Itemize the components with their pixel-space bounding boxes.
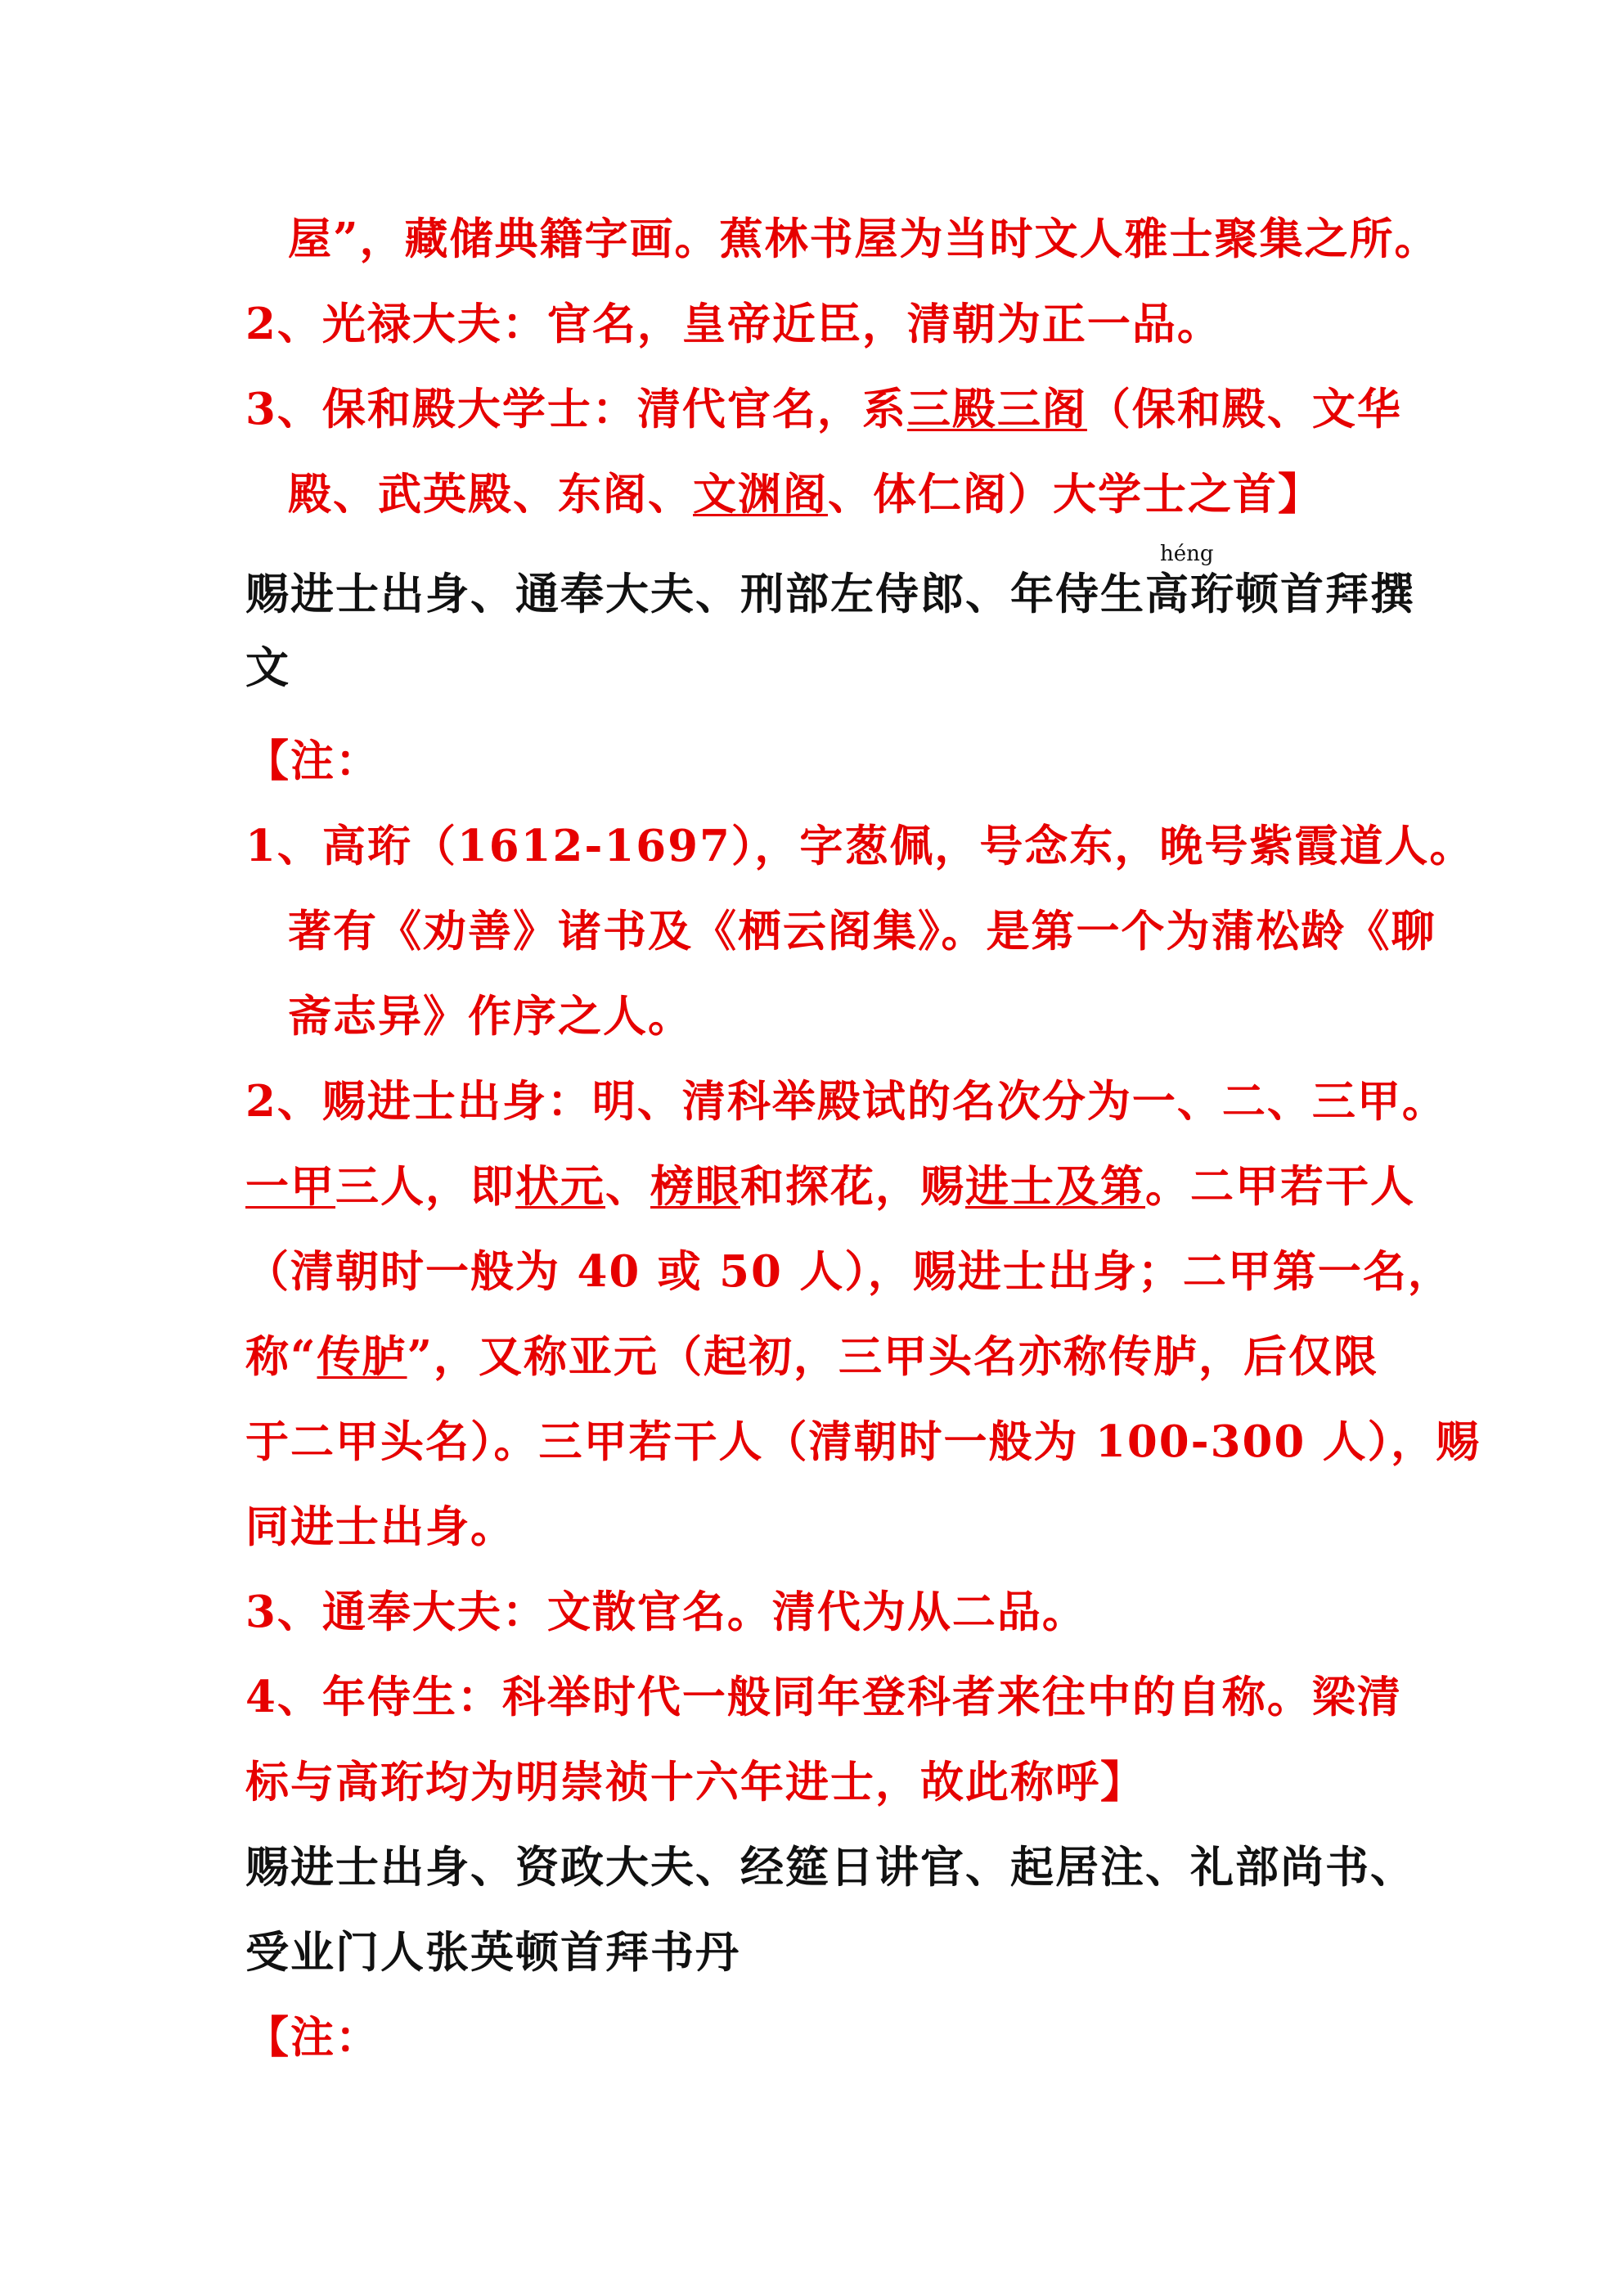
signature-gao-heng-cont: 文 xyxy=(245,642,290,693)
note-gao-heng-line-1: 1、高珩（1612-1697），字葱佩，号念东，晚号紫霞道人。 xyxy=(245,821,1475,871)
note-nianshisheng-line-2: 标与高珩均为明崇祯十六年进士，故此称呼】 xyxy=(245,1757,1145,1808)
note-jinshi-line-1: 2、赐进士出身：明、清科举殿试的名次分为一、二、三甲。 xyxy=(245,1076,1447,1127)
note-jinshi-line-2: 一甲三人，即状元、榜眼和探花，赐进士及第。二甲若干人 xyxy=(245,1161,1415,1212)
note-jinshi-line-3: （清朝时一般为 40 或 50 人），赐进士出身；二甲第一名， xyxy=(245,1246,1453,1297)
link-zhuang-yuan[interactable]: 状元 xyxy=(515,1161,605,1212)
note-heading-2: 【注： xyxy=(245,2012,380,2063)
note-jinshi-line-5: 于二甲头名）。三甲若干人（清朝时一般为 100-300 人），赐 xyxy=(245,1416,1481,1467)
note-2: 2、光禄大夫：官名，皇帝近臣，清朝为正一品。 xyxy=(245,299,1222,349)
signature-zhang-ying-line-2: 受业门人张英顿首拜书丹 xyxy=(245,1927,740,1978)
link-bang-yan[interactable]: 榜眼 xyxy=(650,1161,740,1212)
note-nianshisheng-line-1: 4、年侍生：科举时代一般同年登科者来往中的自称。梁清 xyxy=(245,1672,1402,1722)
link-yi-jia[interactable]: 一甲 xyxy=(245,1161,335,1212)
link-wen-yuan-ge[interactable]: 文渊阁 xyxy=(693,469,828,520)
note-tongfeng: 3、通奉大夫：文散官名。清代为从二品。 xyxy=(245,1587,1087,1637)
signature-zhang-ying-line-1: 赐进士出身、资政大夫、经筵日讲官、起居注、礼部尚书、 xyxy=(245,1842,1415,1893)
note-gao-heng-line-3: 斋志异》作序之人。 xyxy=(288,991,693,1042)
note-3-line-1: 3、保和殿大学士：清代官名，系三殿三阁（保和殿、文华 xyxy=(245,384,1402,434)
note-3-line-2: 殿、武英殿、东阁、文渊阁、体仁阁）大学士之首】 xyxy=(288,469,1323,520)
note-1-continuation: 屋”，藏储典籍字画。蕉林书屋为当时文人雅士聚集之所。 xyxy=(288,214,1440,264)
note-heading-1: 【注： xyxy=(245,736,380,786)
link-jinshi-jidi[interactable]: 进士及第 xyxy=(965,1161,1145,1212)
note-jinshi-line-4: 称“传胪”，又称亚元（起初，三甲头名亦称传胪，后仅限 xyxy=(245,1331,1378,1382)
link-san-dian-san-ge[interactable]: 三殿三阁 xyxy=(906,384,1087,434)
note-gao-heng-line-2: 著有《劝善》诸书及《栖云阁集》。是第一个为蒲松龄《聊 xyxy=(288,906,1436,957)
link-chuan-lu[interactable]: 传胪 xyxy=(317,1331,407,1382)
signature-gao-heng: 赐进士出身、通奉大夫、刑部左侍郎、年侍生高珩顿首拜撰 xyxy=(245,569,1415,619)
note-jinshi-line-6: 同进士出身。 xyxy=(245,1501,515,1552)
pinyin-annotation: héng xyxy=(1160,542,1214,566)
